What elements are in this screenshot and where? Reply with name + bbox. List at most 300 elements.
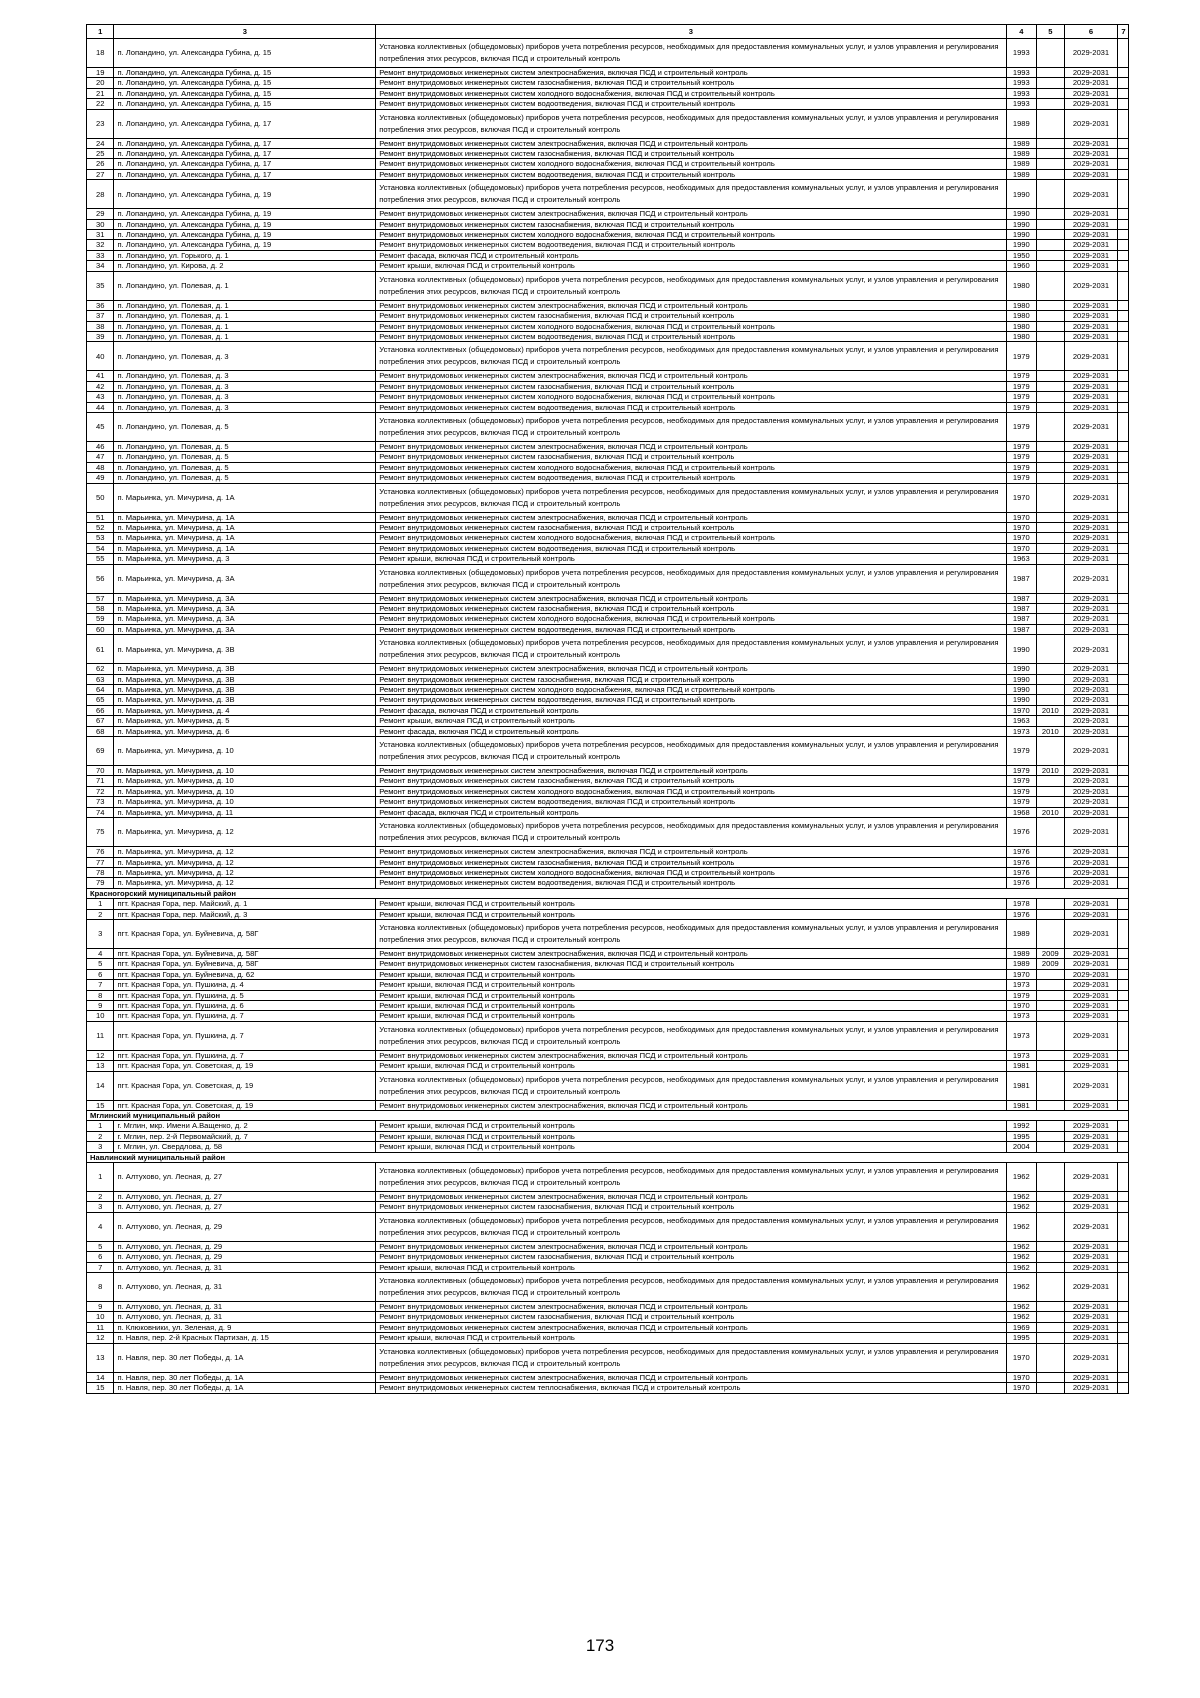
year-built-cell: 1970 [1006, 512, 1037, 522]
work-type-cell: Ремонт внутридомовых инженерных систем газоснабжения, включая ПСД и строительный контроль [376, 381, 1006, 391]
blank-cell [1118, 593, 1129, 603]
blank-cell [1118, 1121, 1129, 1131]
year-built-cell: 1993 [1006, 99, 1037, 109]
address-cell: п. Марьинка, ул. Мичурина, д. 3А [114, 604, 376, 614]
address-cell: п. Марьинка, ул. Мичурина, д. 1А [114, 533, 376, 543]
year-built-cell: 1990 [1006, 685, 1037, 695]
blank-cell [1118, 39, 1129, 68]
planned-period-cell: 2029-2031 [1064, 1050, 1118, 1060]
planned-period-cell: 2029-2031 [1064, 1372, 1118, 1382]
planned-period-cell: 2029-2031 [1064, 664, 1118, 674]
year-built-cell: 1979 [1006, 737, 1037, 766]
blank-cell [1118, 1252, 1129, 1262]
blank-cell [1118, 271, 1129, 300]
planned-period-cell: 2029-2031 [1064, 169, 1118, 179]
row-number-cell: 2 [87, 909, 114, 919]
section-row [87, 1111, 1129, 1121]
table-row [87, 776, 1129, 786]
work-type-cell: Ремонт внутридомовых инженерных систем электроснабжения, включая ПСД и строительный контроль [376, 1192, 1006, 1202]
table-row [87, 948, 1129, 958]
work-type-cell: Установка коллективных (общедомовых) приборов учета потребления ресурсов, необходимых для предоставления коммунальных услуг, и узлов управления и регулирования потребления этих ресурсов, включая ПСД и строительный контроль [376, 1021, 1006, 1050]
year-built-cell: 1979 [1006, 766, 1037, 776]
address-cell: п. Алтухово, ул. Лесная, д. 29 [114, 1241, 376, 1251]
blank-cell [1118, 483, 1129, 512]
address-cell: пгт. Красная Гора, ул. Пушкина, д. 4 [114, 980, 376, 990]
work-type-cell: Ремонт крыши, включая ПСД и строительный контроль [376, 909, 1006, 919]
last-repair-year-cell [1037, 1050, 1064, 1060]
work-type-cell: Установка коллективных (общедомовых) приборов учета потребления ресурсов, необходимых для предоставления коммунальных услуг, и узлов управления и регулирования потребления этих ресурсов, включая ПСД и строительный контроль [376, 483, 1006, 512]
blank-cell [1118, 321, 1129, 331]
planned-period-cell: 2029-2031 [1064, 342, 1118, 371]
planned-period-cell: 2029-2031 [1064, 990, 1118, 1000]
planned-period-cell: 2029-2031 [1064, 1163, 1118, 1192]
blank-cell [1118, 604, 1129, 614]
planned-period-cell: 2029-2031 [1064, 331, 1118, 341]
planned-period-cell: 2029-2031 [1064, 786, 1118, 796]
blank-cell [1118, 614, 1129, 624]
year-built-cell: 1962 [1006, 1302, 1037, 1312]
blank-cell [1118, 522, 1129, 532]
work-type-cell: Ремонт крыши, включая ПСД и строительный контроль [376, 1142, 1006, 1152]
address-cell: п. Алтухово, ул. Лесная, д. 29 [114, 1252, 376, 1262]
address-cell: п. Лопандино, ул. Полевая, д. 5 [114, 452, 376, 462]
work-type-cell: Ремонт внутридомовых инженерных систем водоотведения, включая ПСД и строительный контроль [376, 624, 1006, 634]
register-table [86, 24, 1129, 1394]
blank-cell [1118, 1312, 1129, 1322]
table-row [87, 109, 1129, 138]
year-built-cell: 1989 [1006, 109, 1037, 138]
blank-cell [1118, 1142, 1129, 1152]
year-built-cell: 1973 [1006, 980, 1037, 990]
planned-period-cell: 2029-2031 [1064, 149, 1118, 159]
blank-cell [1118, 1262, 1129, 1272]
table-row [87, 1383, 1129, 1393]
table-row [87, 311, 1129, 321]
row-number-cell: 71 [87, 776, 114, 786]
blank-cell [1118, 88, 1129, 98]
year-built-cell: 1987 [1006, 614, 1037, 624]
row-number-cell: 75 [87, 818, 114, 847]
row-number-cell: 3 [87, 1202, 114, 1212]
work-type-cell: Ремонт внутридомовых инженерных систем холодного водоснабжения, включая ПСД и строительный контроль [376, 614, 1006, 624]
blank-cell [1118, 716, 1129, 726]
blank-cell [1118, 512, 1129, 522]
year-built-cell: 1962 [1006, 1273, 1037, 1302]
header-cell: 7 [1118, 25, 1129, 39]
header-cell: 3 [114, 25, 376, 39]
last-repair-year-cell [1037, 1252, 1064, 1262]
planned-period-cell: 2029-2031 [1064, 1011, 1118, 1021]
address-cell: п. Алтухово, ул. Лесная, д. 31 [114, 1312, 376, 1322]
row-number-cell: 4 [87, 948, 114, 958]
last-repair-year-cell [1037, 300, 1064, 310]
address-cell: п. Лопандино, ул. Александра Губина, д. 17 [114, 149, 376, 159]
table-row [87, 543, 1129, 553]
address-cell: п. Марьинка, ул. Мичурина, д. 3В [114, 695, 376, 705]
row-number-cell: 78 [87, 867, 114, 877]
blank-cell [1118, 230, 1129, 240]
work-type-cell: Ремонт крыши, включая ПСД и строительный контроль [376, 1262, 1006, 1272]
address-cell: п. Марьинка, ул. Мичурина, д. 12 [114, 857, 376, 867]
last-repair-year-cell [1037, 593, 1064, 603]
row-number-cell: 3 [87, 919, 114, 948]
last-repair-year-cell [1037, 635, 1064, 664]
row-number-cell: 31 [87, 230, 114, 240]
work-type-cell: Ремонт внутридомовых инженерных систем электроснабжения, включая ПСД и строительный контроль [376, 1372, 1006, 1382]
address-cell: п. Лопандино, ул. Полевая, д. 1 [114, 331, 376, 341]
year-built-cell: 1981 [1006, 1061, 1037, 1071]
document-sheet [86, 24, 1129, 1394]
planned-period-cell: 2029-2031 [1064, 1121, 1118, 1131]
planned-period-cell: 2029-2031 [1064, 674, 1118, 684]
last-repair-year-cell [1037, 797, 1064, 807]
table-row [87, 1333, 1129, 1343]
table-row [87, 1241, 1129, 1251]
work-type-cell: Ремонт фасада, включая ПСД и строительный контроль [376, 807, 1006, 817]
planned-period-cell: 2029-2031 [1064, 1383, 1118, 1393]
blank-cell [1118, 68, 1129, 78]
work-type-cell: Ремонт внутридомовых инженерных систем водоотведения, включая ПСД и строительный контроль [376, 473, 1006, 483]
year-built-cell: 1989 [1006, 169, 1037, 179]
address-cell: п. Алтухово, ул. Лесная, д. 27 [114, 1163, 376, 1192]
address-cell: п. Марьинка, ул. Мичурина, д. 3В [114, 685, 376, 695]
year-built-cell: 1980 [1006, 321, 1037, 331]
planned-period-cell: 2029-2031 [1064, 240, 1118, 250]
year-built-cell: 1979 [1006, 797, 1037, 807]
table-row [87, 462, 1129, 472]
address-cell: п. Марьинка, ул. Мичурина, д. 3В [114, 635, 376, 664]
row-number-cell: 74 [87, 807, 114, 817]
blank-cell [1118, 219, 1129, 229]
table-row [87, 1252, 1129, 1262]
address-cell: пгт. Красная Гора, ул. Буйневича, д. 58Г [114, 959, 376, 969]
header-cell: 3 [376, 25, 1006, 39]
table-row [87, 230, 1129, 240]
year-built-cell: 1981 [1006, 1100, 1037, 1110]
year-built-cell: 1976 [1006, 847, 1037, 857]
year-built-cell: 1976 [1006, 818, 1037, 847]
work-type-cell: Ремонт внутридомовых инженерных систем газоснабжения, включая ПСД и строительный контроль [376, 1202, 1006, 1212]
work-type-cell: Установка коллективных (общедомовых) приборов учета потребления ресурсов, необходимых для предоставления коммунальных услуг, и узлов управления и регулирования потребления этих ресурсов, включая ПСД и строительный контроль [376, 818, 1006, 847]
blank-cell [1118, 149, 1129, 159]
blank-cell [1118, 1061, 1129, 1071]
last-repair-year-cell [1037, 604, 1064, 614]
row-number-cell: 29 [87, 209, 114, 219]
year-built-cell: 1970 [1006, 1343, 1037, 1372]
planned-period-cell: 2029-2031 [1064, 209, 1118, 219]
blank-cell [1118, 543, 1129, 553]
blank-cell [1118, 766, 1129, 776]
blank-cell [1118, 664, 1129, 674]
row-number-cell: 22 [87, 99, 114, 109]
row-number-cell: 48 [87, 462, 114, 472]
table-row [87, 564, 1129, 593]
blank-cell [1118, 635, 1129, 664]
blank-cell [1118, 818, 1129, 847]
table-row [87, 664, 1129, 674]
work-type-cell: Ремонт внутридомовых инженерных систем водоотведения, включая ПСД и строительный контроль [376, 240, 1006, 250]
blank-cell [1118, 776, 1129, 786]
address-cell: п. Алтухово, ул. Лесная, д. 27 [114, 1202, 376, 1212]
year-built-cell: 1990 [1006, 695, 1037, 705]
work-type-cell: Ремонт крыши, включая ПСД и строительный контроль [376, 554, 1006, 564]
table-row [87, 1192, 1129, 1202]
row-number-cell: 34 [87, 261, 114, 271]
year-built-cell: 1979 [1006, 441, 1037, 451]
year-built-cell: 1962 [1006, 1262, 1037, 1272]
last-repair-year-cell [1037, 919, 1064, 948]
address-cell: п. Лопандино, ул. Полевая, д. 1 [114, 300, 376, 310]
address-cell: пгт. Красная Гора, ул. Пушкина, д. 7 [114, 1050, 376, 1060]
row-number-cell: 59 [87, 614, 114, 624]
blank-cell [1118, 311, 1129, 321]
row-number-cell: 14 [87, 1071, 114, 1100]
planned-period-cell: 2029-2031 [1064, 219, 1118, 229]
planned-period-cell: 2029-2031 [1064, 1021, 1118, 1050]
work-type-cell: Ремонт внутридомовых инженерных систем электроснабжения, включая ПСД и строительный контроль [376, 300, 1006, 310]
blank-cell [1118, 1163, 1129, 1192]
row-number-cell: 20 [87, 78, 114, 88]
table-row [87, 1061, 1129, 1071]
table-row [87, 412, 1129, 441]
year-built-cell: 1987 [1006, 564, 1037, 593]
row-number-cell: 73 [87, 797, 114, 807]
last-repair-year-cell: 2009 [1037, 948, 1064, 958]
address-cell: п. Лопандино, ул. Полевая, д. 3 [114, 381, 376, 391]
last-repair-year-cell [1037, 980, 1064, 990]
last-repair-year-cell [1037, 209, 1064, 219]
row-number-cell: 46 [87, 441, 114, 451]
address-cell: п. Лопандино, ул. Кирова, д. 2 [114, 261, 376, 271]
year-built-cell: 1990 [1006, 180, 1037, 209]
year-built-cell: 1979 [1006, 776, 1037, 786]
row-number-cell: 9 [87, 1000, 114, 1010]
row-number-cell: 33 [87, 250, 114, 260]
row-number-cell: 27 [87, 169, 114, 179]
address-cell: п. Клюковники, ул. Зеленая, д. 9 [114, 1322, 376, 1332]
address-cell: п. Навля, пер. 30 лет Победы, д. 1А [114, 1343, 376, 1372]
table-row [87, 1312, 1129, 1322]
table-row [87, 1142, 1129, 1152]
year-built-cell: 1989 [1006, 919, 1037, 948]
year-built-cell: 1987 [1006, 604, 1037, 614]
planned-period-cell: 2029-2031 [1064, 726, 1118, 736]
last-repair-year-cell [1037, 240, 1064, 250]
address-cell: п. Лопандино, ул. Александра Губина, д. 15 [114, 88, 376, 98]
address-cell: г. Мглин, ул. Свердлова, д. 58 [114, 1142, 376, 1152]
table-row [87, 919, 1129, 948]
row-number-cell: 6 [87, 969, 114, 979]
work-type-cell: Ремонт внутридомовых инженерных систем электроснабжения, включая ПСД и строительный контроль [376, 1241, 1006, 1251]
last-repair-year-cell [1037, 88, 1064, 98]
address-cell: п. Марьинка, ул. Мичурина, д. 3В [114, 664, 376, 674]
last-repair-year-cell [1037, 716, 1064, 726]
table-row [87, 1071, 1129, 1100]
page-number: 173 [585, 1636, 615, 1655]
row-number-cell: 61 [87, 635, 114, 664]
address-cell: пгт. Красная Гора, ул. Советская, д. 19 [114, 1061, 376, 1071]
section-title: Мглинский муниципальный район [87, 1111, 1129, 1121]
table-row [87, 1121, 1129, 1131]
last-repair-year-cell [1037, 78, 1064, 88]
planned-period-cell: 2029-2031 [1064, 441, 1118, 451]
year-built-cell: 1970 [1006, 705, 1037, 715]
blank-cell [1118, 807, 1129, 817]
work-type-cell: Установка коллективных (общедомовых) приборов учета потребления ресурсов, необходимых для предоставления коммунальных услуг, и узлов управления и регулирования потребления этих ресурсов, включая ПСД и строительный контроль [376, 919, 1006, 948]
address-cell: пгт. Красная Гора, ул. Пушкина, д. 5 [114, 990, 376, 1000]
row-number-cell: 66 [87, 705, 114, 715]
planned-period-cell: 2029-2031 [1064, 1061, 1118, 1071]
row-number-cell: 6 [87, 1252, 114, 1262]
address-cell: п. Лопандино, ул. Полевая, д. 5 [114, 441, 376, 451]
row-number-cell: 14 [87, 1372, 114, 1382]
work-type-cell: Ремонт крыши, включая ПСД и строительный контроль [376, 1333, 1006, 1343]
year-built-cell: 1950 [1006, 250, 1037, 260]
row-number-cell: 39 [87, 331, 114, 341]
table-row [87, 381, 1129, 391]
planned-period-cell: 2029-2031 [1064, 909, 1118, 919]
planned-period-cell: 2029-2031 [1064, 88, 1118, 98]
planned-period-cell: 2029-2031 [1064, 1252, 1118, 1262]
planned-period-cell: 2029-2031 [1064, 899, 1118, 909]
blank-cell [1118, 1100, 1129, 1110]
address-cell: п. Лопандино, ул. Полевая, д. 3 [114, 371, 376, 381]
row-number-cell: 69 [87, 737, 114, 766]
year-built-cell: 1970 [1006, 522, 1037, 532]
blank-cell [1118, 1192, 1129, 1202]
table-row [87, 68, 1129, 78]
last-repair-year-cell: 2009 [1037, 959, 1064, 969]
blank-cell [1118, 371, 1129, 381]
year-built-cell: 1995 [1006, 1131, 1037, 1141]
work-type-cell: Установка коллективных (общедомовых) приборов учета потребления ресурсов, необходимых для предоставления коммунальных услуг, и узлов управления и регулирования потребления этих ресурсов, включая ПСД и строительный контроль [376, 271, 1006, 300]
year-built-cell: 1979 [1006, 392, 1037, 402]
address-cell: пгт. Красная Гора, ул. Пушкина, д. 6 [114, 1000, 376, 1010]
work-type-cell: Ремонт внутридомовых инженерных систем водоотведения, включая ПСД и строительный контроль [376, 402, 1006, 412]
table-row [87, 261, 1129, 271]
year-built-cell: 1979 [1006, 371, 1037, 381]
last-repair-year-cell [1037, 180, 1064, 209]
table-row [87, 1021, 1129, 1050]
row-number-cell: 7 [87, 980, 114, 990]
blank-cell [1118, 737, 1129, 766]
blank-cell [1118, 1302, 1129, 1312]
row-number-cell: 70 [87, 766, 114, 776]
address-cell: п. Лопандино, ул. Полевая, д. 5 [114, 412, 376, 441]
address-cell: п. Марьинка, ул. Мичурина, д. 5 [114, 716, 376, 726]
address-cell: п. Лопандино, ул. Александра Губина, д. 19 [114, 209, 376, 219]
row-number-cell: 79 [87, 878, 114, 888]
planned-period-cell: 2029-2031 [1064, 857, 1118, 867]
row-number-cell: 45 [87, 412, 114, 441]
row-number-cell: 47 [87, 452, 114, 462]
year-built-cell: 1962 [1006, 1241, 1037, 1251]
table-row [87, 604, 1129, 614]
work-type-cell: Ремонт фасада, включая ПСД и строительный контроль [376, 250, 1006, 260]
last-repair-year-cell [1037, 664, 1064, 674]
planned-period-cell: 2029-2031 [1064, 311, 1118, 321]
last-repair-year-cell [1037, 1192, 1064, 1202]
row-number-cell: 10 [87, 1011, 114, 1021]
planned-period-cell: 2029-2031 [1064, 522, 1118, 532]
last-repair-year-cell [1037, 271, 1064, 300]
last-repair-year-cell [1037, 1021, 1064, 1050]
last-repair-year-cell [1037, 543, 1064, 553]
blank-cell [1118, 1202, 1129, 1212]
year-built-cell: 1963 [1006, 716, 1037, 726]
last-repair-year-cell [1037, 909, 1064, 919]
year-built-cell: 1962 [1006, 1212, 1037, 1241]
table-row [87, 1343, 1129, 1372]
year-built-cell: 1979 [1006, 473, 1037, 483]
address-cell: п. Навля, пер. 2-й Красных Партизан, д. 15 [114, 1333, 376, 1343]
planned-period-cell: 2029-2031 [1064, 1333, 1118, 1343]
year-built-cell: 1989 [1006, 149, 1037, 159]
last-repair-year-cell [1037, 522, 1064, 532]
blank-cell [1118, 1383, 1129, 1393]
table-row [87, 980, 1129, 990]
table-body [87, 39, 1129, 1394]
year-built-cell: 1979 [1006, 462, 1037, 472]
last-repair-year-cell [1037, 250, 1064, 260]
table-row [87, 250, 1129, 260]
row-number-cell: 15 [87, 1383, 114, 1393]
last-repair-year-cell [1037, 847, 1064, 857]
header-cell: 1 [87, 25, 114, 39]
row-number-cell: 10 [87, 1312, 114, 1322]
table-row [87, 867, 1129, 877]
work-type-cell: Ремонт внутридомовых инженерных систем электроснабжения, включая ПСД и строительный контроль [376, 371, 1006, 381]
table-row [87, 614, 1129, 624]
table-row [87, 180, 1129, 209]
table-row [87, 818, 1129, 847]
planned-period-cell: 2029-2031 [1064, 1212, 1118, 1241]
row-number-cell: 1 [87, 1121, 114, 1131]
work-type-cell: Установка коллективных (общедомовых) приборов учета потребления ресурсов, необходимых для предоставления коммунальных услуг, и узлов управления и регулирования потребления этих ресурсов, включая ПСД и строительный контроль [376, 1163, 1006, 1192]
year-built-cell: 1979 [1006, 381, 1037, 391]
work-type-cell: Ремонт внутридомовых инженерных систем электроснабжения, включая ПСД и строительный контроль [376, 664, 1006, 674]
row-number-cell: 49 [87, 473, 114, 483]
address-cell: п. Марьинка, ул. Мичурина, д. 3В [114, 674, 376, 684]
header-cell: 4 [1006, 25, 1037, 39]
planned-period-cell: 2029-2031 [1064, 1131, 1118, 1141]
address-cell: п. Марьинка, ул. Мичурина, д. 1А [114, 522, 376, 532]
planned-period-cell: 2029-2031 [1064, 695, 1118, 705]
address-cell: пгт. Красная Гора, ул. Советская, д. 19 [114, 1071, 376, 1100]
address-cell: п. Лопандино, ул. Полевая, д. 3 [114, 402, 376, 412]
work-type-cell: Ремонт внутридомовых инженерных систем газоснабжения, включая ПСД и строительный контроль [376, 219, 1006, 229]
year-built-cell: 1989 [1006, 138, 1037, 148]
work-type-cell: Ремонт внутридомовых инженерных систем электроснабжения, включая ПСД и строительный контроль [376, 1100, 1006, 1110]
address-cell: пгт. Красная Гора, ул. Пушкина, д. 7 [114, 1021, 376, 1050]
planned-period-cell: 2029-2031 [1064, 230, 1118, 240]
year-built-cell: 1962 [1006, 1312, 1037, 1322]
year-built-cell: 1980 [1006, 271, 1037, 300]
work-type-cell: Ремонт внутридомовых инженерных систем холодного водоснабжения, включая ПСД и строительный контроль [376, 462, 1006, 472]
last-repair-year-cell [1037, 1000, 1064, 1010]
table-row [87, 1212, 1129, 1241]
row-number-cell: 7 [87, 1262, 114, 1272]
planned-period-cell: 2029-2031 [1064, 685, 1118, 695]
table-row [87, 1273, 1129, 1302]
work-type-cell: Ремонт внутридомовых инженерных систем холодного водоснабжения, включая ПСД и строительный контроль [376, 685, 1006, 695]
year-built-cell: 1987 [1006, 593, 1037, 603]
work-type-cell: Ремонт внутридомовых инженерных систем водоотведения, включая ПСД и строительный контроль [376, 543, 1006, 553]
year-built-cell: 1962 [1006, 1163, 1037, 1192]
work-type-cell: Ремонт крыши, включая ПСД и строительный контроль [376, 1061, 1006, 1071]
blank-cell [1118, 1000, 1129, 1010]
planned-period-cell: 2029-2031 [1064, 614, 1118, 624]
